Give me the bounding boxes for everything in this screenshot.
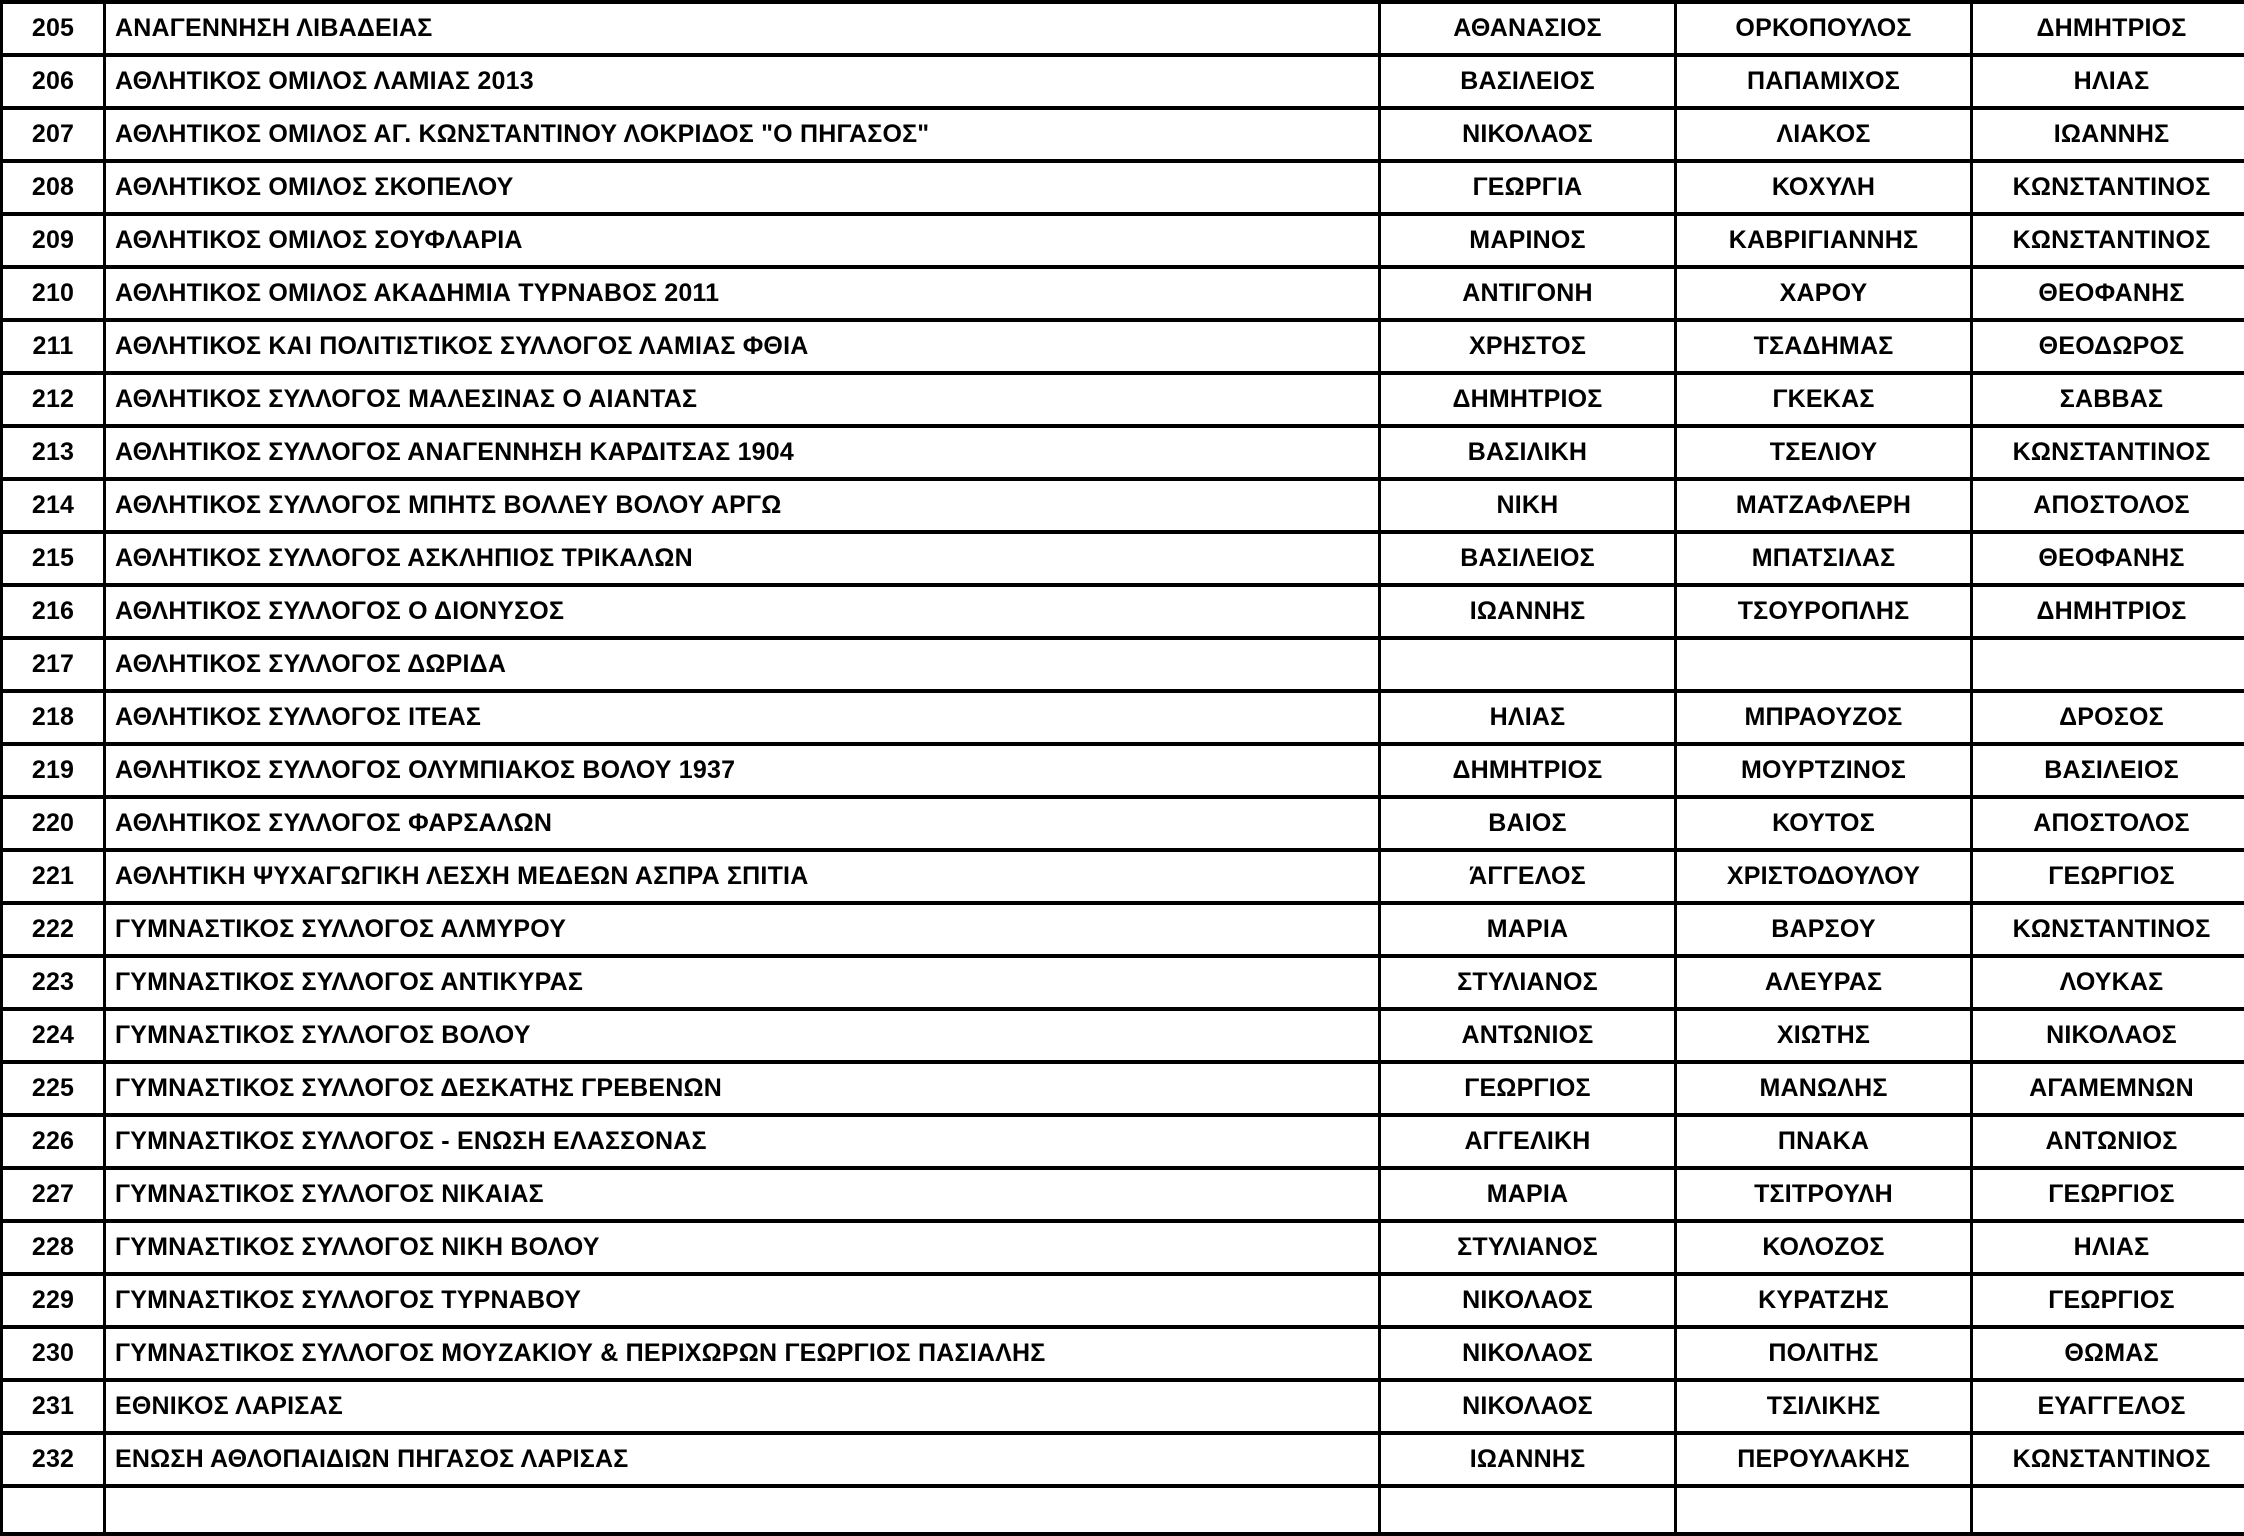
first-name-cell: ΆΓΓΕΛΟΣ [1380,850,1676,903]
last-name-cell: ΟΡΚΟΠΟΥΛΟΣ [1676,2,1972,55]
father-name-cell: ΣΑΒΒΑΣ [1972,373,2244,426]
table-row [2,1168,2244,1221]
father-name-cell: ΓΕΩΡΓΙΟΣ [1972,1274,2244,1327]
club-name-cell [105,1486,1380,1534]
table-row [2,744,2244,797]
last-name-cell: ΒΑΡΣΟΥ [1676,903,1972,956]
number-cell: 228 [2,1221,105,1274]
number-cell: 213 [2,426,105,479]
table-row [2,55,2244,108]
father-name-cell [1972,638,2244,691]
table-row [2,956,2244,1009]
first-name-cell: ΒΑΣΙΛΕΙΟΣ [1380,55,1676,108]
first-name-cell: ΒΑΣΙΛΙΚΗ [1380,426,1676,479]
father-name-cell: ΕΥΑΓΓΕΛΟΣ [1972,1380,2244,1433]
first-name-cell: ΒΑΙΟΣ [1380,797,1676,850]
club-name-cell: ΑΘΛΗΤΙΚΟΣ ΣΥΛΛΟΓΟΣ ΦΑΡΣΑΛΩΝ [105,797,1380,850]
table-row [2,903,2244,956]
father-name-cell: ΚΩΝΣΤΑΝΤΙΝΟΣ [1972,214,2244,267]
table-row [2,532,2244,585]
club-name-cell: ΑΘΛΗΤΙΚΟΣ ΣΥΛΛΟΓΟΣ ΔΩΡΙΔΑ [105,638,1380,691]
last-name-cell [1676,638,1972,691]
number-cell: 211 [2,320,105,373]
last-name-cell: ΠΟΛΙΤΗΣ [1676,1327,1972,1380]
number-cell: 206 [2,55,105,108]
father-name-cell: ΔΗΜΗΤΡΙΟΣ [1972,585,2244,638]
number-cell: 229 [2,1274,105,1327]
first-name-cell: ΓΕΩΡΓΙΑ [1380,161,1676,214]
table-row [2,426,2244,479]
first-name-cell: ΧΡΗΣΤΟΣ [1380,320,1676,373]
last-name-cell: ΤΣΟΥΡΟΠΛΗΣ [1676,585,1972,638]
club-name-cell: ΑΘΛΗΤΙΚΟΣ ΣΥΛΛΟΓΟΣ ΑΣΚΛΗΠΙΟΣ ΤΡΙΚΑΛΩΝ [105,532,1380,585]
father-name-cell: ΘΕΟΦΑΝΗΣ [1972,267,2244,320]
father-name-cell: ΗΛΙΑΣ [1972,55,2244,108]
table-row [2,1115,2244,1168]
table-row [2,850,2244,903]
club-name-cell: ΑΘΛΗΤΙΚΗ ΨΥΧΑΓΩΓΙΚΗ ΛΕΣΧΗ ΜΕΔΕΩΝ ΑΣΠΡΑ ΣΠΙΤΙΑ [105,850,1380,903]
first-name-cell: ΝΙΚΟΛΑΟΣ [1380,1380,1676,1433]
table-row [2,585,2244,638]
club-name-cell: ΑΘΛΗΤΙΚΟΣ ΚΑΙ ΠΟΛΙΤΙΣΤΙΚΟΣ ΣΥΛΛΟΓΟΣ ΛΑΜΙΑΣ ΦΘΙΑ [105,320,1380,373]
last-name-cell: ΚΟΥΤΟΣ [1676,797,1972,850]
first-name-cell: ΔΗΜΗΤΡΙΟΣ [1380,744,1676,797]
table-row [2,1062,2244,1115]
club-name-cell: ΑΘΛΗΤΙΚΟΣ ΣΥΛΛΟΓΟΣ ΑΝΑΓΕΝΝΗΣΗ ΚΑΡΔΙΤΣΑΣ 1904 [105,426,1380,479]
table-row [2,373,2244,426]
last-name-cell: ΚΥΡΑΤΖΗΣ [1676,1274,1972,1327]
table-row [2,1433,2244,1486]
number-cell: 232 [2,1433,105,1486]
last-name-cell [1676,1486,1972,1534]
club-name-cell: ΑΘΛΗΤΙΚΟΣ ΟΜΙΛΟΣ ΣΚΟΠΕΛΟΥ [105,161,1380,214]
last-name-cell: ΠΑΠΑΜΙΧΟΣ [1676,55,1972,108]
first-name-cell: ΝΙΚΟΛΑΟΣ [1380,1274,1676,1327]
table-row [2,797,2244,850]
number-cell: 216 [2,585,105,638]
club-name-cell: ΑΘΛΗΤΙΚΟΣ ΣΥΛΛΟΓΟΣ Ο ΔΙΟΝΥΣΟΣ [105,585,1380,638]
first-name-cell: ΔΗΜΗΤΡΙΟΣ [1380,373,1676,426]
table-row [2,1009,2244,1062]
club-name-cell: ΕΘΝΙΚΟΣ ΛΑΡΙΣΑΣ [105,1380,1380,1433]
number-cell: 224 [2,1009,105,1062]
table-row [2,1327,2244,1380]
club-name-cell: ΑΘΛΗΤΙΚΟΣ ΟΜΙΛΟΣ ΣΟΥΦΛΑΡΙΑ [105,214,1380,267]
table-row [2,214,2244,267]
first-name-cell: ΒΑΣΙΛΕΙΟΣ [1380,532,1676,585]
first-name-cell: ΜΑΡΙΝΟΣ [1380,214,1676,267]
table-row [2,320,2244,373]
club-name-cell: ΑΘΛΗΤΙΚΟΣ ΣΥΛΛΟΓΟΣ ΟΛΥΜΠΙΑΚΟΣ ΒΟΛΟΥ 1937 [105,744,1380,797]
club-name-cell: ΓΥΜΝΑΣΤΙΚΟΣ ΣΥΛΛΟΓΟΣ ΜΟΥΖΑΚΙΟΥ & ΠΕΡΙΧΩΡΩΝ ΓΕΩΡΓΙΟΣ ΠΑΣΙΑΛΗΣ [105,1327,1380,1380]
last-name-cell: ΚΑΒΡΙΓΙΑΝΝΗΣ [1676,214,1972,267]
number-cell: 205 [2,2,105,55]
last-name-cell: ΠΕΡΟΥΛΑΚΗΣ [1676,1433,1972,1486]
first-name-cell [1380,638,1676,691]
father-name-cell: ΔΗΜΗΤΡΙΟΣ [1972,2,2244,55]
last-name-cell: ΧΡΙΣΤΟΔΟΥΛΟΥ [1676,850,1972,903]
first-name-cell: ΓΕΩΡΓΙΟΣ [1380,1062,1676,1115]
number-cell: 215 [2,532,105,585]
father-name-cell: ΘΩΜΑΣ [1972,1327,2244,1380]
father-name-cell: ΑΓΑΜΕΜΝΩΝ [1972,1062,2244,1115]
last-name-cell: ΜΠΡΑΟΥΖΟΣ [1676,691,1972,744]
club-name-cell: ΑΝΑΓΕΝΝΗΣΗ ΛΙΒΑΔΕΙΑΣ [105,2,1380,55]
club-name-cell: ΓΥΜΝΑΣΤΙΚΟΣ ΣΥΛΛΟΓΟΣ ΝΙΚΗ ΒΟΛΟΥ [105,1221,1380,1274]
father-name-cell: ΚΩΝΣΤΑΝΤΙΝΟΣ [1972,903,2244,956]
father-name-cell: ΑΝΤΩΝΙΟΣ [1972,1115,2244,1168]
number-cell: 212 [2,373,105,426]
first-name-cell: ΗΛΙΑΣ [1380,691,1676,744]
number-cell: 208 [2,161,105,214]
clubs-table-body [2,2,2244,1534]
first-name-cell: ΜΑΡΙΑ [1380,1168,1676,1221]
last-name-cell: ΓΚΕΚΑΣ [1676,373,1972,426]
last-name-cell: ΚΟΧΥΛΗ [1676,161,1972,214]
table-row [2,161,2244,214]
table-row [2,2,2244,55]
father-name-cell: ΓΕΩΡΓΙΟΣ [1972,1168,2244,1221]
number-cell: 226 [2,1115,105,1168]
table-row [2,638,2244,691]
father-name-cell: ΒΑΣΙΛΕΙΟΣ [1972,744,2244,797]
table-row [2,479,2244,532]
first-name-cell: ΝΙΚΗ [1380,479,1676,532]
number-cell: 217 [2,638,105,691]
number-cell: 207 [2,108,105,161]
club-name-cell: ΑΘΛΗΤΙΚΟΣ ΣΥΛΛΟΓΟΣ ΜΠΗΤΣ ΒΟΛΛΕΥ ΒΟΛΟΥ ΑΡΓΩ [105,479,1380,532]
first-name-cell: ΑΘΑΝΑΣΙΟΣ [1380,2,1676,55]
number-cell: 218 [2,691,105,744]
number-cell: 227 [2,1168,105,1221]
last-name-cell: ΤΣΕΛΙΟΥ [1676,426,1972,479]
last-name-cell: ΛΙΑΚΟΣ [1676,108,1972,161]
last-name-cell: ΜΟΥΡΤΖΙΝΟΣ [1676,744,1972,797]
club-name-cell: ΑΘΛΗΤΙΚΟΣ ΣΥΛΛΟΓΟΣ ΙΤΕΑΣ [105,691,1380,744]
first-name-cell: ΙΩΑΝΝΗΣ [1380,585,1676,638]
number-cell: 222 [2,903,105,956]
club-name-cell: ΑΘΛΗΤΙΚΟΣ ΣΥΛΛΟΓΟΣ ΜΑΛΕΣΙΝΑΣ Ο ΑΙΑΝΤΑΣ [105,373,1380,426]
partial-next-row [2,1486,2244,1534]
table-row [2,1380,2244,1433]
last-name-cell: ΜΠΑΤΣΙΛΑΣ [1676,532,1972,585]
club-name-cell: ΕΝΩΣΗ ΑΘΛΟΠΑΙΔΙΩΝ ΠΗΓΑΣΟΣ ΛΑΡΙΣΑΣ [105,1433,1380,1486]
table-row [2,691,2244,744]
father-name-cell: ΚΩΝΣΤΑΝΤΙΝΟΣ [1972,1433,2244,1486]
number-cell: 214 [2,479,105,532]
first-name-cell: ΝΙΚΟΛΑΟΣ [1380,108,1676,161]
first-name-cell: ΝΙΚΟΛΑΟΣ [1380,1327,1676,1380]
father-name-cell: ΘΕΟΔΩΡΟΣ [1972,320,2244,373]
first-name-cell: ΑΓΓΕΛΙΚΗ [1380,1115,1676,1168]
number-cell: 220 [2,797,105,850]
number-cell: 209 [2,214,105,267]
club-name-cell: ΑΘΛΗΤΙΚΟΣ ΟΜΙΛΟΣ ΑΓ. ΚΩΝΣΤΑΝΤΙΝΟΥ ΛΟΚΡΙΔΟΣ "Ο ΠΗΓΑΣΟΣ" [105,108,1380,161]
club-name-cell: ΓΥΜΝΑΣΤΙΚΟΣ ΣΥΛΛΟΓΟΣ ΒΟΛΟΥ [105,1009,1380,1062]
first-name-cell [1380,1486,1676,1534]
number-cell: 221 [2,850,105,903]
club-name-cell: ΓΥΜΝΑΣΤΙΚΟΣ ΣΥΛΛΟΓΟΣ - ΕΝΩΣΗ ΕΛΑΣΣΟΝΑΣ [105,1115,1380,1168]
club-name-cell: ΓΥΜΝΑΣΤΙΚΟΣ ΣΥΛΛΟΓΟΣ ΑΝΤΙΚΥΡΑΣ [105,956,1380,1009]
last-name-cell: ΧΙΩΤΗΣ [1676,1009,1972,1062]
father-name-cell: ΓΕΩΡΓΙΟΣ [1972,850,2244,903]
last-name-cell: ΠΝΑΚΑ [1676,1115,1972,1168]
table-row [2,108,2244,161]
club-name-cell: ΓΥΜΝΑΣΤΙΚΟΣ ΣΥΛΛΟΓΟΣ ΤΥΡΝΑΒΟΥ [105,1274,1380,1327]
father-name-cell: ΚΩΝΣΤΑΝΤΙΝΟΣ [1972,426,2244,479]
father-name-cell: ΔΡΟΣΟΣ [1972,691,2244,744]
last-name-cell: ΤΣΙΤΡΟΥΛΗ [1676,1168,1972,1221]
last-name-cell: ΤΣΑΔΗΜΑΣ [1676,320,1972,373]
number-cell: 223 [2,956,105,1009]
number-cell [2,1486,105,1534]
club-name-cell: ΓΥΜΝΑΣΤΙΚΟΣ ΣΥΛΛΟΓΟΣ ΑΛΜΥΡΟΥ [105,903,1380,956]
father-name-cell: ΘΕΟΦΑΝΗΣ [1972,532,2244,585]
last-name-cell: ΧΑΡΟΥ [1676,267,1972,320]
number-cell: 230 [2,1327,105,1380]
club-name-cell: ΑΘΛΗΤΙΚΟΣ ΟΜΙΛΟΣ ΑΚΑΔΗΜΙΑ ΤΥΡΝΑΒΟΣ 2011 [105,267,1380,320]
table-row [2,1221,2244,1274]
father-name-cell: ΝΙΚΟΛΑΟΣ [1972,1009,2244,1062]
father-name-cell: ΚΩΝΣΤΑΝΤΙΝΟΣ [1972,161,2244,214]
number-cell: 210 [2,267,105,320]
last-name-cell: ΜΑΤΖΑΦΛΕΡΗ [1676,479,1972,532]
first-name-cell: ΜΑΡΙΑ [1380,903,1676,956]
last-name-cell: ΤΣΙΛΙΚΗΣ [1676,1380,1972,1433]
table-row [2,267,2244,320]
father-name-cell: ΙΩΑΝΝΗΣ [1972,108,2244,161]
number-cell: 225 [2,1062,105,1115]
club-name-cell: ΑΘΛΗΤΙΚΟΣ ΟΜΙΛΟΣ ΛΑΜΙΑΣ 2013 [105,55,1380,108]
first-name-cell: ΑΝΤΩΝΙΟΣ [1380,1009,1676,1062]
table-row [2,1274,2244,1327]
number-cell: 219 [2,744,105,797]
father-name-cell: ΑΠΟΣΤΟΛΟΣ [1972,797,2244,850]
father-name-cell [1972,1486,2244,1534]
father-name-cell: ΗΛΙΑΣ [1972,1221,2244,1274]
first-name-cell: ΣΤΥΛΙΑΝΟΣ [1380,1221,1676,1274]
first-name-cell: ΣΤΥΛΙΑΝΟΣ [1380,956,1676,1009]
first-name-cell: ΙΩΑΝΝΗΣ [1380,1433,1676,1486]
last-name-cell: ΚΟΛΟΖΟΣ [1676,1221,1972,1274]
number-cell: 231 [2,1380,105,1433]
father-name-cell: ΑΠΟΣΤΟΛΟΣ [1972,479,2244,532]
father-name-cell: ΛΟΥΚΑΣ [1972,956,2244,1009]
last-name-cell: ΜΑΝΩΛΗΣ [1676,1062,1972,1115]
club-name-cell: ΓΥΜΝΑΣΤΙΚΟΣ ΣΥΛΛΟΓΟΣ ΝΙΚΑΙΑΣ [105,1168,1380,1221]
first-name-cell: ΑΝΤΙΓΟΝΗ [1380,267,1676,320]
last-name-cell: ΑΛΕΥΡΑΣ [1676,956,1972,1009]
club-name-cell: ΓΥΜΝΑΣΤΙΚΟΣ ΣΥΛΛΟΓΟΣ ΔΕΣΚΑΤΗΣ ΓΡΕΒΕΝΩΝ [105,1062,1380,1115]
